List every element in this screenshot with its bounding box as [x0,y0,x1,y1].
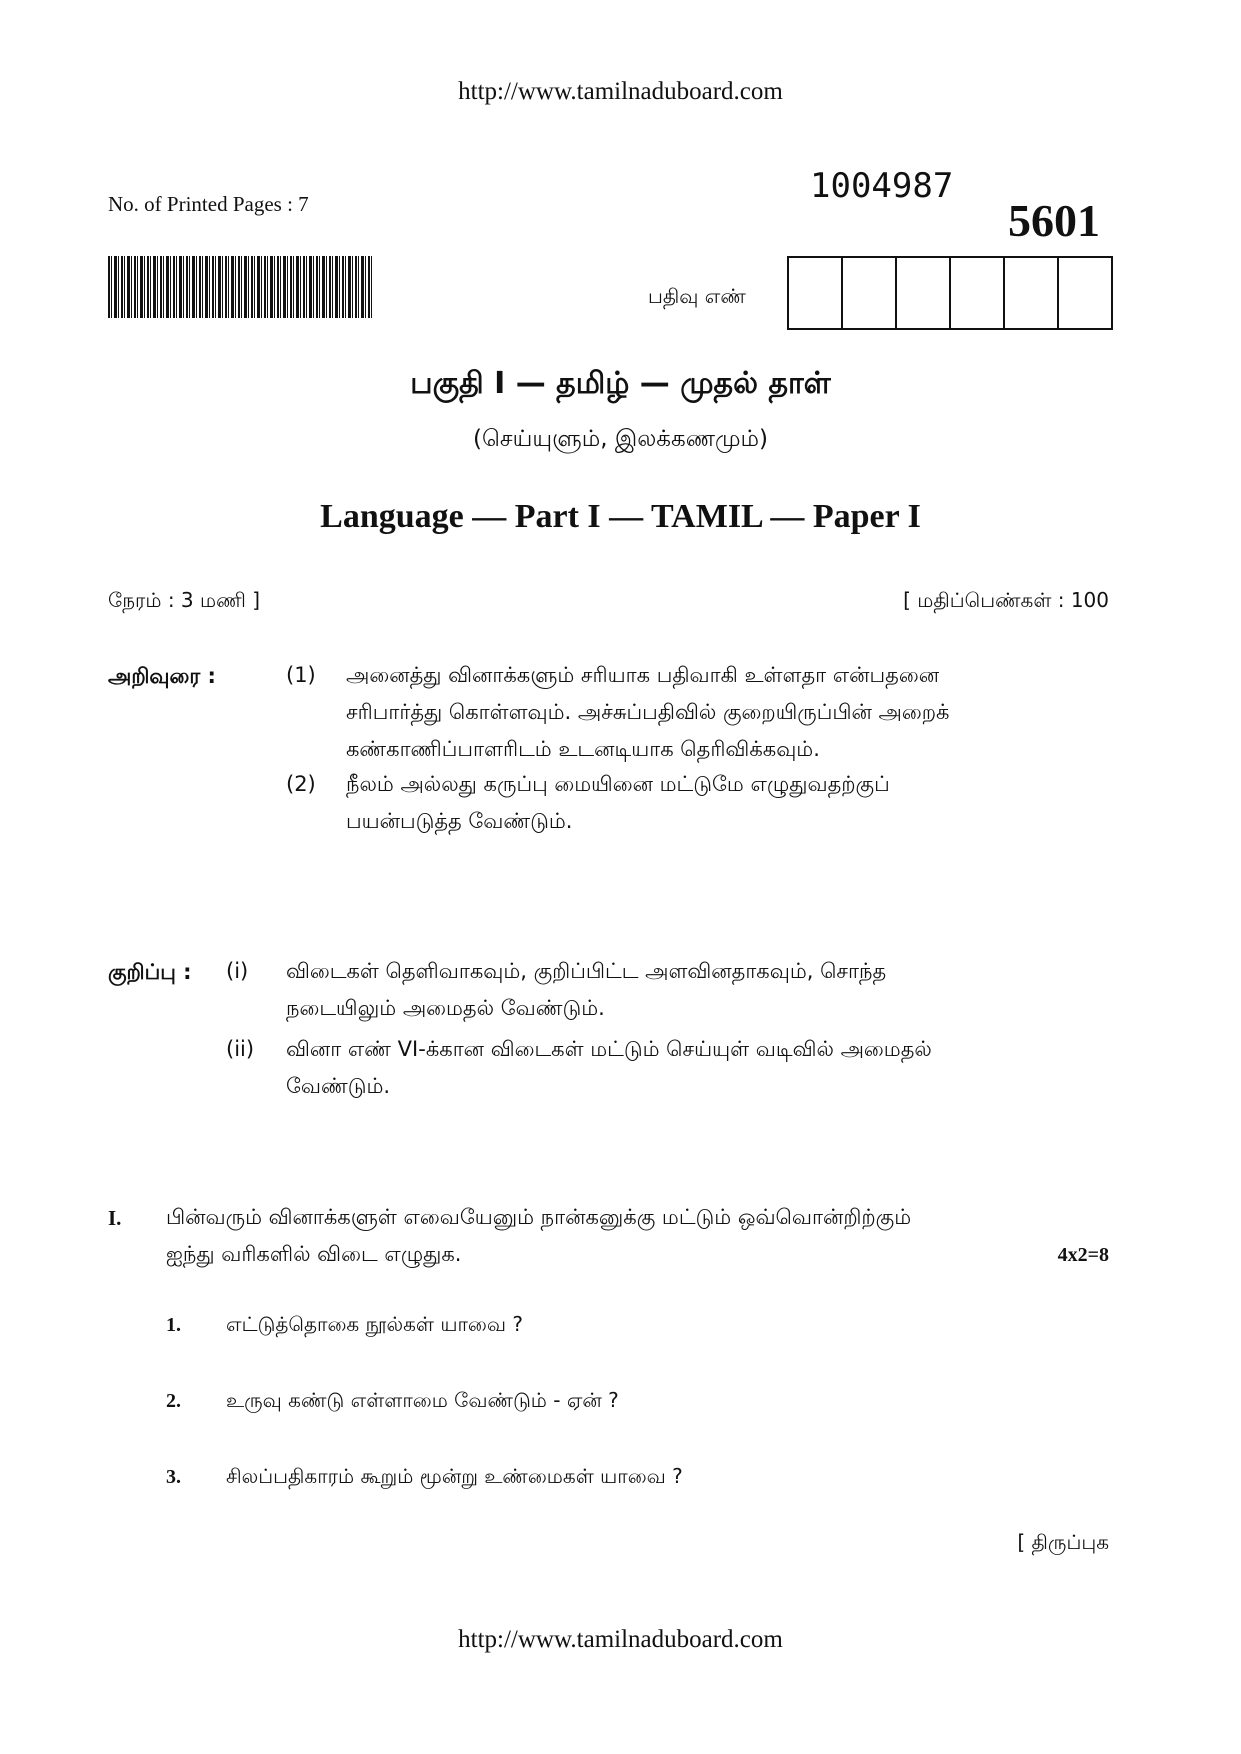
instruction-item [346,766,890,840]
question-number: 2. [166,1390,181,1412]
note-num: (ii) [226,1037,255,1061]
instruction-line: அனைத்து வினாக்களும் சரியாக பதிவாகி உள்ளதா என்பதனை [346,663,940,687]
section-line: பின்வரும் வினாக்களுள் எவையேனும் நான்கனுக்கு மட்டும் ஒவ்வொன்றிற்கும் [166,1205,912,1229]
footer-url: http://www.tamilnaduboard.com [458,1626,783,1653]
register-box [951,258,1005,328]
register-box [897,258,951,328]
instructions-label: அறிவுரை : [108,664,216,688]
register-label: பதிவு எண் [648,284,746,308]
barcode [108,256,372,318]
question-number: 1. [166,1314,181,1336]
section-line: ஐந்து வரிகளில் விடை எழுதுக. [166,1242,462,1266]
instruction-line: நீலம் அல்லது கருப்பு மையினை மட்டுமே எழுதுவதற்குப் [346,772,890,796]
subtitle-tamil: (செய்யுளும், இலக்கணமும்) [472,426,769,452]
instruction-line: சரிபார்த்து கொள்ளவும். அச்சுப்பதிவில் குறையிருப்பின் அறைக் [346,700,950,724]
register-number-boxes [787,256,1113,330]
register-box [843,258,897,328]
instruction-line: கண்காணிப்பாளரிடம் உடனடியாக தெரிவிக்கவும். [346,737,820,761]
title-tamil: பகுதி I — தமிழ் — முதல் தாள் [410,366,831,401]
register-box [1005,258,1059,328]
note-num: (i) [226,959,249,983]
question-number: 3. [166,1466,181,1488]
section-instruction [166,1199,911,1273]
question-text: சிலப்பதிகாரம் கூறும் மூன்று உண்மைகள் யாவை ? [226,1464,683,1488]
note-line: வினா எண் VI-க்கான விடைகள் மட்டும் செய்யுள் வடிவில் அமைதல் [286,1037,932,1061]
paper-code: 5601 [1008,195,1100,246]
instruction-num: (2) [286,772,316,796]
notes-label: குறிப்பு : [108,960,192,984]
time-allowed: நேரம் : 3 மணி ] [108,588,260,612]
question-text: எட்டுத்தொகை நூல்கள் யாவை ? [226,1312,523,1336]
note-line: விடைகள் தெளிவாகவும், குறிப்பிட்ட அளவினதாகவும், சொந்த [286,959,887,983]
register-box [789,258,843,328]
header-url: http://www.tamilnaduboard.com [458,78,783,105]
section-marks: 4x2=8 [1057,1244,1109,1266]
question-text: உருவு கண்டு எள்ளாமை வேண்டும் - ஏன் ? [226,1388,619,1412]
serial-number: 1004987 [810,166,954,206]
note-line: வேண்டும். [286,1074,391,1098]
section-number: I. [108,1206,122,1230]
note-line: நடையிலும் அமைதல் வேண்டும். [286,996,605,1020]
note-item [286,953,886,1027]
register-box [1059,258,1111,328]
turn-over: [ திருப்புக [1017,1530,1109,1554]
printed-pages: No. of Printed Pages : 7 [108,192,309,216]
note-item [286,1031,932,1105]
instruction-num: (1) [286,663,316,687]
instruction-item [346,657,949,768]
instruction-line: பயன்படுத்த வேண்டும். [346,809,573,833]
max-marks: [ மதிப்பெண்கள் : 100 [903,588,1109,612]
title-english: Language — Part I — TAMIL — Paper I [320,498,921,535]
